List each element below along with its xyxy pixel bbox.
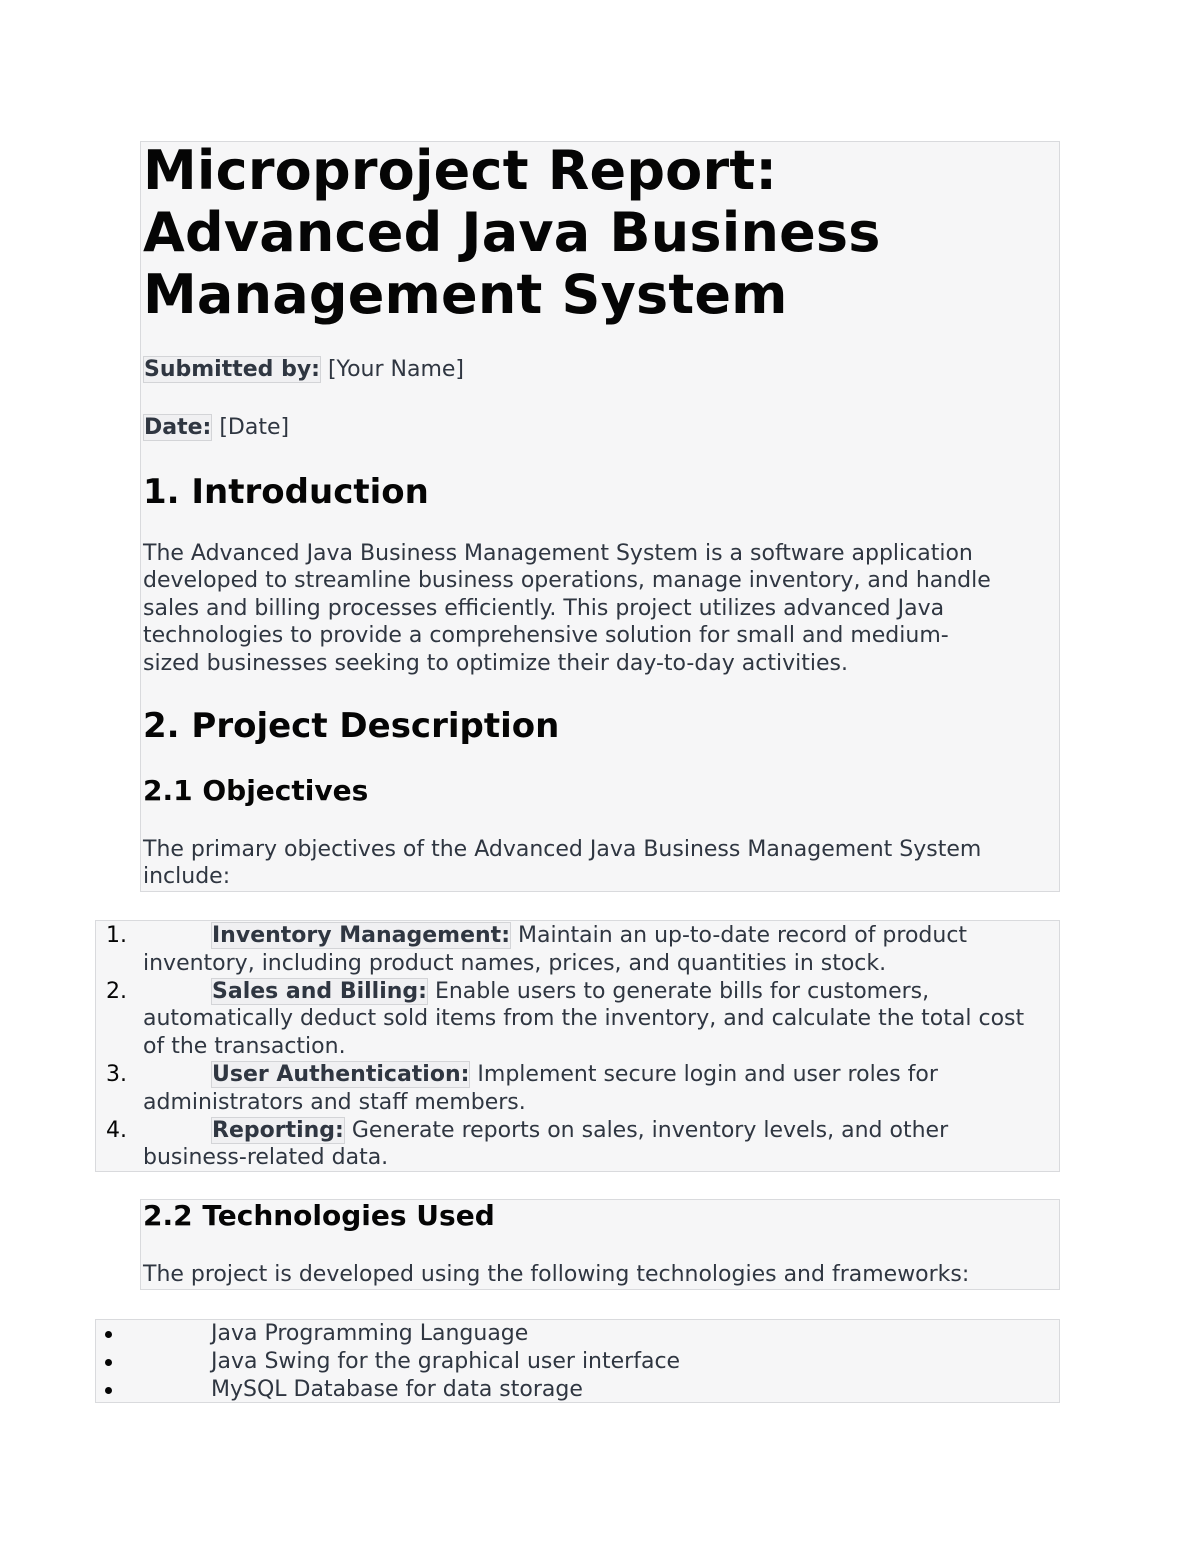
list-item-text: Java Programming Language [211,1321,529,1346]
introduction-paragraph [143,540,1058,677]
list-item-text: MySQL Database for data storage [211,1376,583,1402]
submitted-by-label: Submitted by: [144,357,320,382]
bullet-icon [105,1331,112,1338]
paragraph-line: technologies to provide a comprehensive solution for small and medium- [143,623,949,649]
list-item-text: Generate reports on sales, inventory levels, and other business-related data. [143,1117,949,1171]
list-item-text: Enable users to generate bills for customers, automatically deduct sold items from the inventory, and calculate the total cost of the transaction. [143,978,1025,1060]
technologies-intro: The project is developed using the following technologies and frameworks: [143,1262,970,1287]
paragraph-line: The Advanced Java Business Management System is a software application [143,541,973,566]
list-item [96,1117,1059,1173]
date-label: Date: [144,415,212,440]
list-item-term: Sales and Billing: [212,978,427,1004]
list-item-term: Inventory Management: [212,923,510,948]
objectives-intro [143,836,1058,891]
list-number: 1. [106,923,127,948]
list-item-term: Reporting: [212,1117,344,1143]
project-description-heading: 2. Project Description [143,706,560,746]
list-number: 4. [106,1117,127,1143]
introduction-heading: 1. Introduction [143,472,429,512]
list-number: 2. [106,978,127,1004]
list-item [96,978,1059,1061]
objectives-heading: 2.1 Objectives [143,774,369,807]
document-title [143,140,881,326]
list-item [96,1376,1059,1404]
list-item-term: User Authentication: [212,1061,470,1087]
bullet-icon [105,1359,112,1366]
list-item [96,922,1059,978]
list-item [96,1320,1059,1348]
paragraph-line: include: [143,864,231,890]
list-item-text: Java Swing for the graphical user interface [211,1348,681,1374]
technologies-list [96,1320,1059,1403]
paragraph-line: The primary objectives of the Advanced Java Business Management System [143,837,982,862]
list-item [96,1348,1059,1376]
paragraph-line: sized businesses seeking to optimize their day-to-day activities. [143,650,848,676]
date-value: [Date] [219,415,290,440]
submitted-by-value: [Your Name] [327,357,464,382]
title-line: Management System [143,263,788,326]
list-item [96,1061,1059,1117]
title-line: Advanced Java Business [143,201,881,264]
technologies-heading: 2.2 Technologies Used [143,1199,495,1232]
paragraph-line: developed to streamline business operations, manage inventory, and handle [143,568,991,594]
date-line [143,414,289,442]
list-item-text: Maintain an up-to-date record of product inventory, including product names, prices, and quantities in stock. [143,923,968,976]
list-number: 3. [106,1061,127,1087]
submitted-by-line [143,356,464,384]
list-item-text: Implement secure login and user roles for administrators and staff members. [143,1061,938,1115]
title-line: Microproject Report: [143,139,778,202]
bullet-icon [105,1387,112,1394]
objectives-list [96,922,1059,1172]
paragraph-line: sales and billing processes efficiently. This project utilizes advanced Java [143,595,945,621]
